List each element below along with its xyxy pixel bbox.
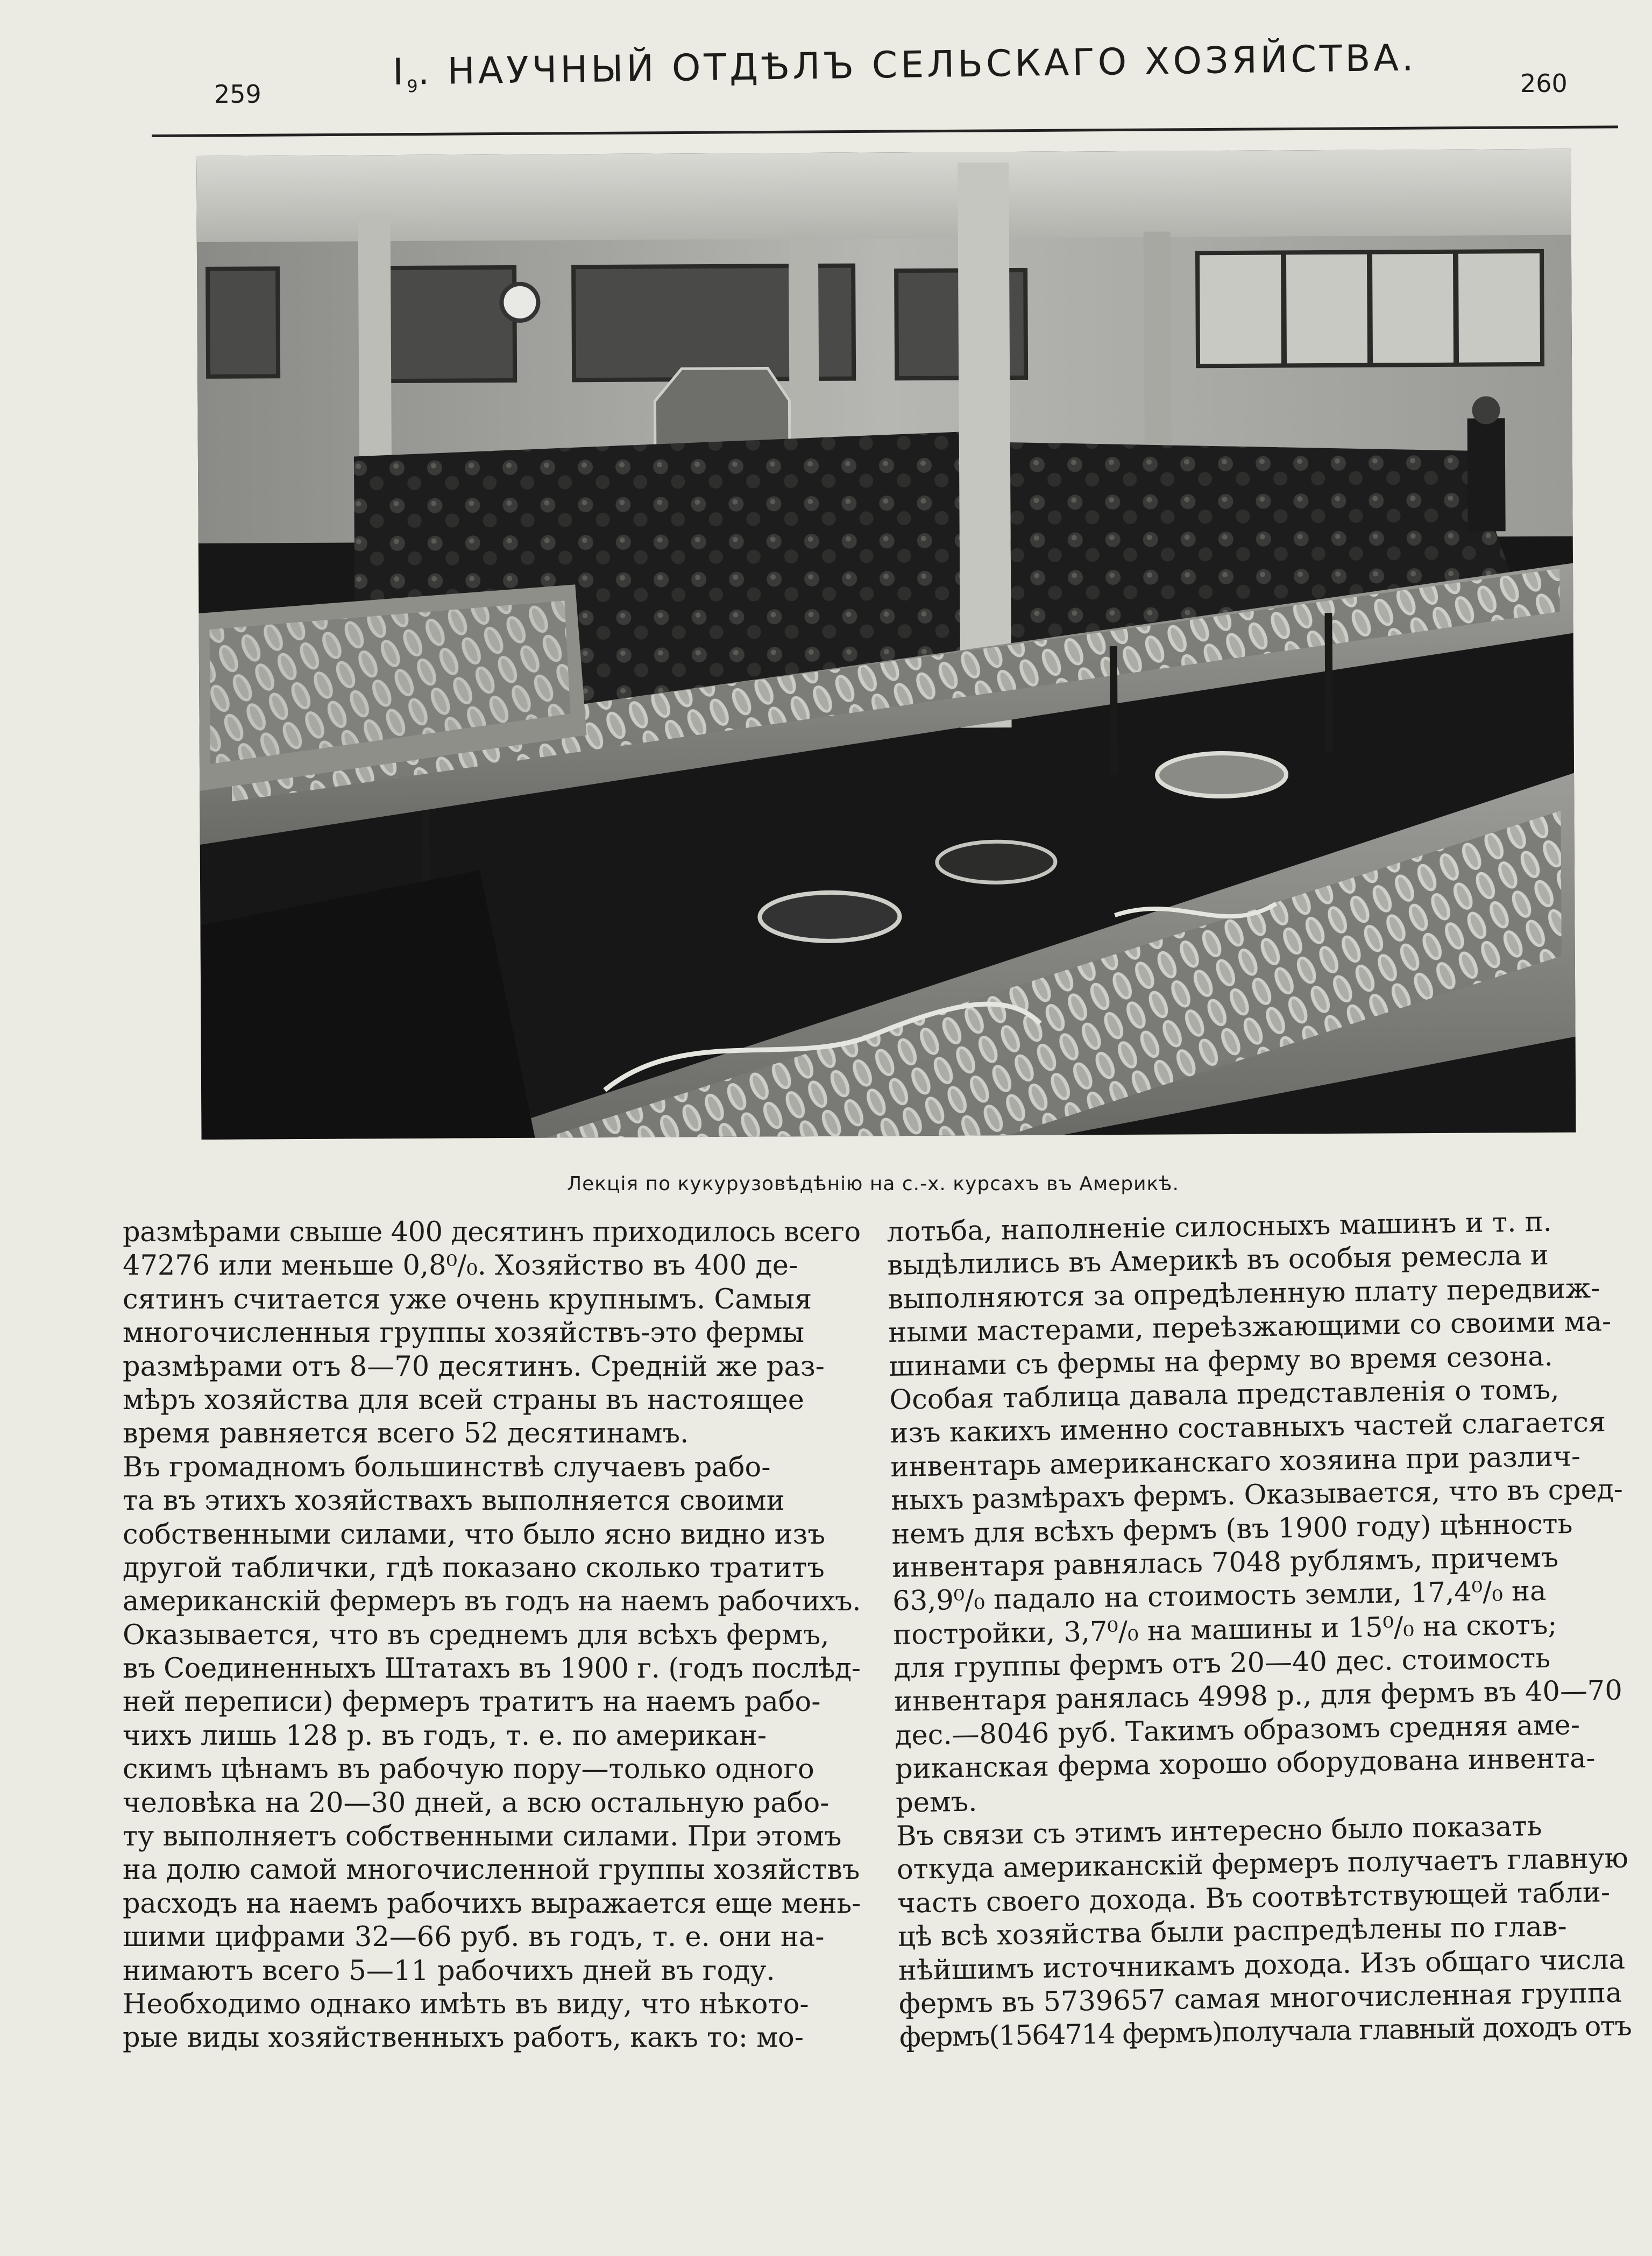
text-line: Въ связи съ этимъ интересно было показать	[896, 1811, 1542, 1852]
text-line: лотьба, наполненіе силосныхъ машинъ и т. п.	[887, 1206, 1552, 1248]
text-line: американскій фермеръ въ годъ на наемъ рабочихъ.	[123, 1586, 861, 1618]
text-line: на долю самой многочисленной группы хозяйствъ	[123, 1854, 860, 1886]
section-numeral: I	[392, 51, 407, 94]
text-line: часть своего дохода. Въ соотвѣтствующей табли-	[897, 1876, 1611, 1920]
text-line: шинами съ фермы на ферму во время сезона.	[888, 1340, 1554, 1383]
text-line: риканская ферма хорошо оборудована инвента-	[895, 1742, 1596, 1786]
text-line: фермъ(1564714 фермъ)получала главный доходъ отъ	[899, 2010, 1632, 2054]
text-line: немъ для всѣхъ фермъ (въ 1900 году) цѣнность	[891, 1508, 1573, 1551]
text-line: изъ какихъ именно составныхъ частей слагается	[889, 1406, 1606, 1450]
text-line: цѣ всѣ хозяйства были распредѣлены по глав-	[897, 1911, 1568, 1954]
text-line: Особая таблица давала представленія о томъ,	[889, 1374, 1559, 1416]
lecture-photograph	[196, 149, 1576, 1140]
text-line: инвентарь американскаго хозяина при различ-	[890, 1440, 1581, 1483]
text-line: расходъ на наемъ рабочихъ выражается еще мень-	[123, 1887, 861, 1920]
text-line: дес.—8046 руб. Такимъ образомъ средняя аме-	[894, 1709, 1580, 1752]
text-line: ту выполняетъ собственными силами. При этомъ	[123, 1821, 842, 1853]
text-line: 47276 или меньше 0,8⁰/₀. Хозяйство въ 400 де-	[123, 1250, 798, 1282]
text-line: человѣка на 20—30 дней, а всю остальную рабо-	[123, 1787, 829, 1819]
text-line: собственными силами, что было ясно видно изъ	[123, 1518, 825, 1551]
text-line: мѣръ хозяйства для всей страны въ настоящее	[123, 1384, 804, 1416]
text-line: 63,9⁰/₀ падало на стоимость земли, 17,4⁰/₀ на	[892, 1575, 1547, 1618]
lecture-photograph-drawing	[196, 149, 1576, 1140]
text-line: для группы фермъ отъ 20—40 дес. стоимость	[893, 1642, 1551, 1685]
text-line: Необходимо однако имѣть въ виду, что нѣкото-	[123, 1988, 809, 2020]
text-line: выполняются за опредѣленную плату передвиж-	[887, 1272, 1600, 1316]
section-subscript: 9	[407, 75, 419, 97]
running-title: . НАУЧНЫЙ ОТДѢЛЪ СЕЛЬСКАГО ХОЗЯЙСТВА.	[417, 37, 1417, 94]
text-line: откуда американскій фермеръ получаетъ главную	[896, 1842, 1629, 1886]
text-line: инвентаря равнялась 7048 рублямъ, причемъ	[891, 1541, 1559, 1584]
page-number-right: 260	[1520, 69, 1568, 98]
header-rule	[152, 125, 1618, 137]
text-line: рые виды хозяйственныхъ работъ, какъ то: мо-	[123, 2022, 804, 2054]
text-line: выдѣлились въ Америкѣ въ особыя ремесла и	[887, 1240, 1549, 1282]
text-line: постройки, 3,7⁰/₀ на машины и 15⁰/₀ на скотъ;	[892, 1609, 1557, 1651]
text-line: размѣрами свыше 400 десятинъ приходилось всего	[123, 1217, 861, 1248]
text-line: Въ громадномъ большинствѣ случаевъ рабо-	[123, 1451, 771, 1483]
text-line: та въ этихъ хозяйствахъ выполняется своими	[123, 1485, 785, 1517]
text-line: время равняется всего 52 десятинамъ.	[123, 1418, 689, 1450]
text-line: скимъ цѣнамъ въ рабочую пору—только одного	[123, 1753, 814, 1786]
text-line: размѣрами отъ 8—70 десятинъ. Средній же раз-	[123, 1350, 825, 1383]
text-line: фермъ въ 5739657 самая многочисленная группа	[898, 1977, 1622, 2020]
text-line: многочисленныя группы хозяйствъ-это фермы	[123, 1317, 805, 1349]
text-line: ней переписи) фермеръ тратитъ на наемъ рабо-	[123, 1686, 821, 1718]
text-line: нимаютъ всего 5—11 рабочихъ дней въ году.	[123, 1955, 775, 1987]
text-line: ремъ.	[895, 1786, 977, 1819]
text-line: нѣйшимъ источникамъ дохода. Изъ общаго числа	[898, 1943, 1626, 1987]
text-line: Оказывается, что въ среднемъ для всѣхъ фермъ,	[123, 1619, 829, 1651]
text-line: ными мастерами, переѣзжающими со своими ма-	[888, 1306, 1612, 1349]
page-number-left: 259	[214, 80, 261, 109]
text-line: ныхъ размѣрахъ фермъ. Оказывается, что въ сред-	[890, 1473, 1623, 1517]
text-line: инвентаря ранялась 4998 р., для фермъ въ 40—70	[894, 1675, 1623, 1718]
text-line: чихъ лишь 128 р. въ годъ, т. е. по американ-	[123, 1720, 767, 1752]
figure-caption: Лекція по кукурузовѣдѣнію на с.-х. курсахъ въ Америкѣ.	[567, 1173, 1179, 1195]
text-column-left	[123, 1216, 861, 2055]
text-line: сятинъ считается уже очень крупнымъ. Самыя	[123, 1283, 812, 1316]
running-head	[392, 37, 1417, 97]
text-line: другой таблички, гдѣ показано сколько тратитъ	[123, 1552, 825, 1584]
text-line: въ Соединенныхъ Штатахъ въ 1900 г. (годъ послѣд-	[123, 1653, 861, 1685]
text-column-right	[887, 1205, 1631, 2055]
text-line: шими цифрами 32—66 руб. въ годъ, т. е. они на-	[123, 1921, 825, 1954]
